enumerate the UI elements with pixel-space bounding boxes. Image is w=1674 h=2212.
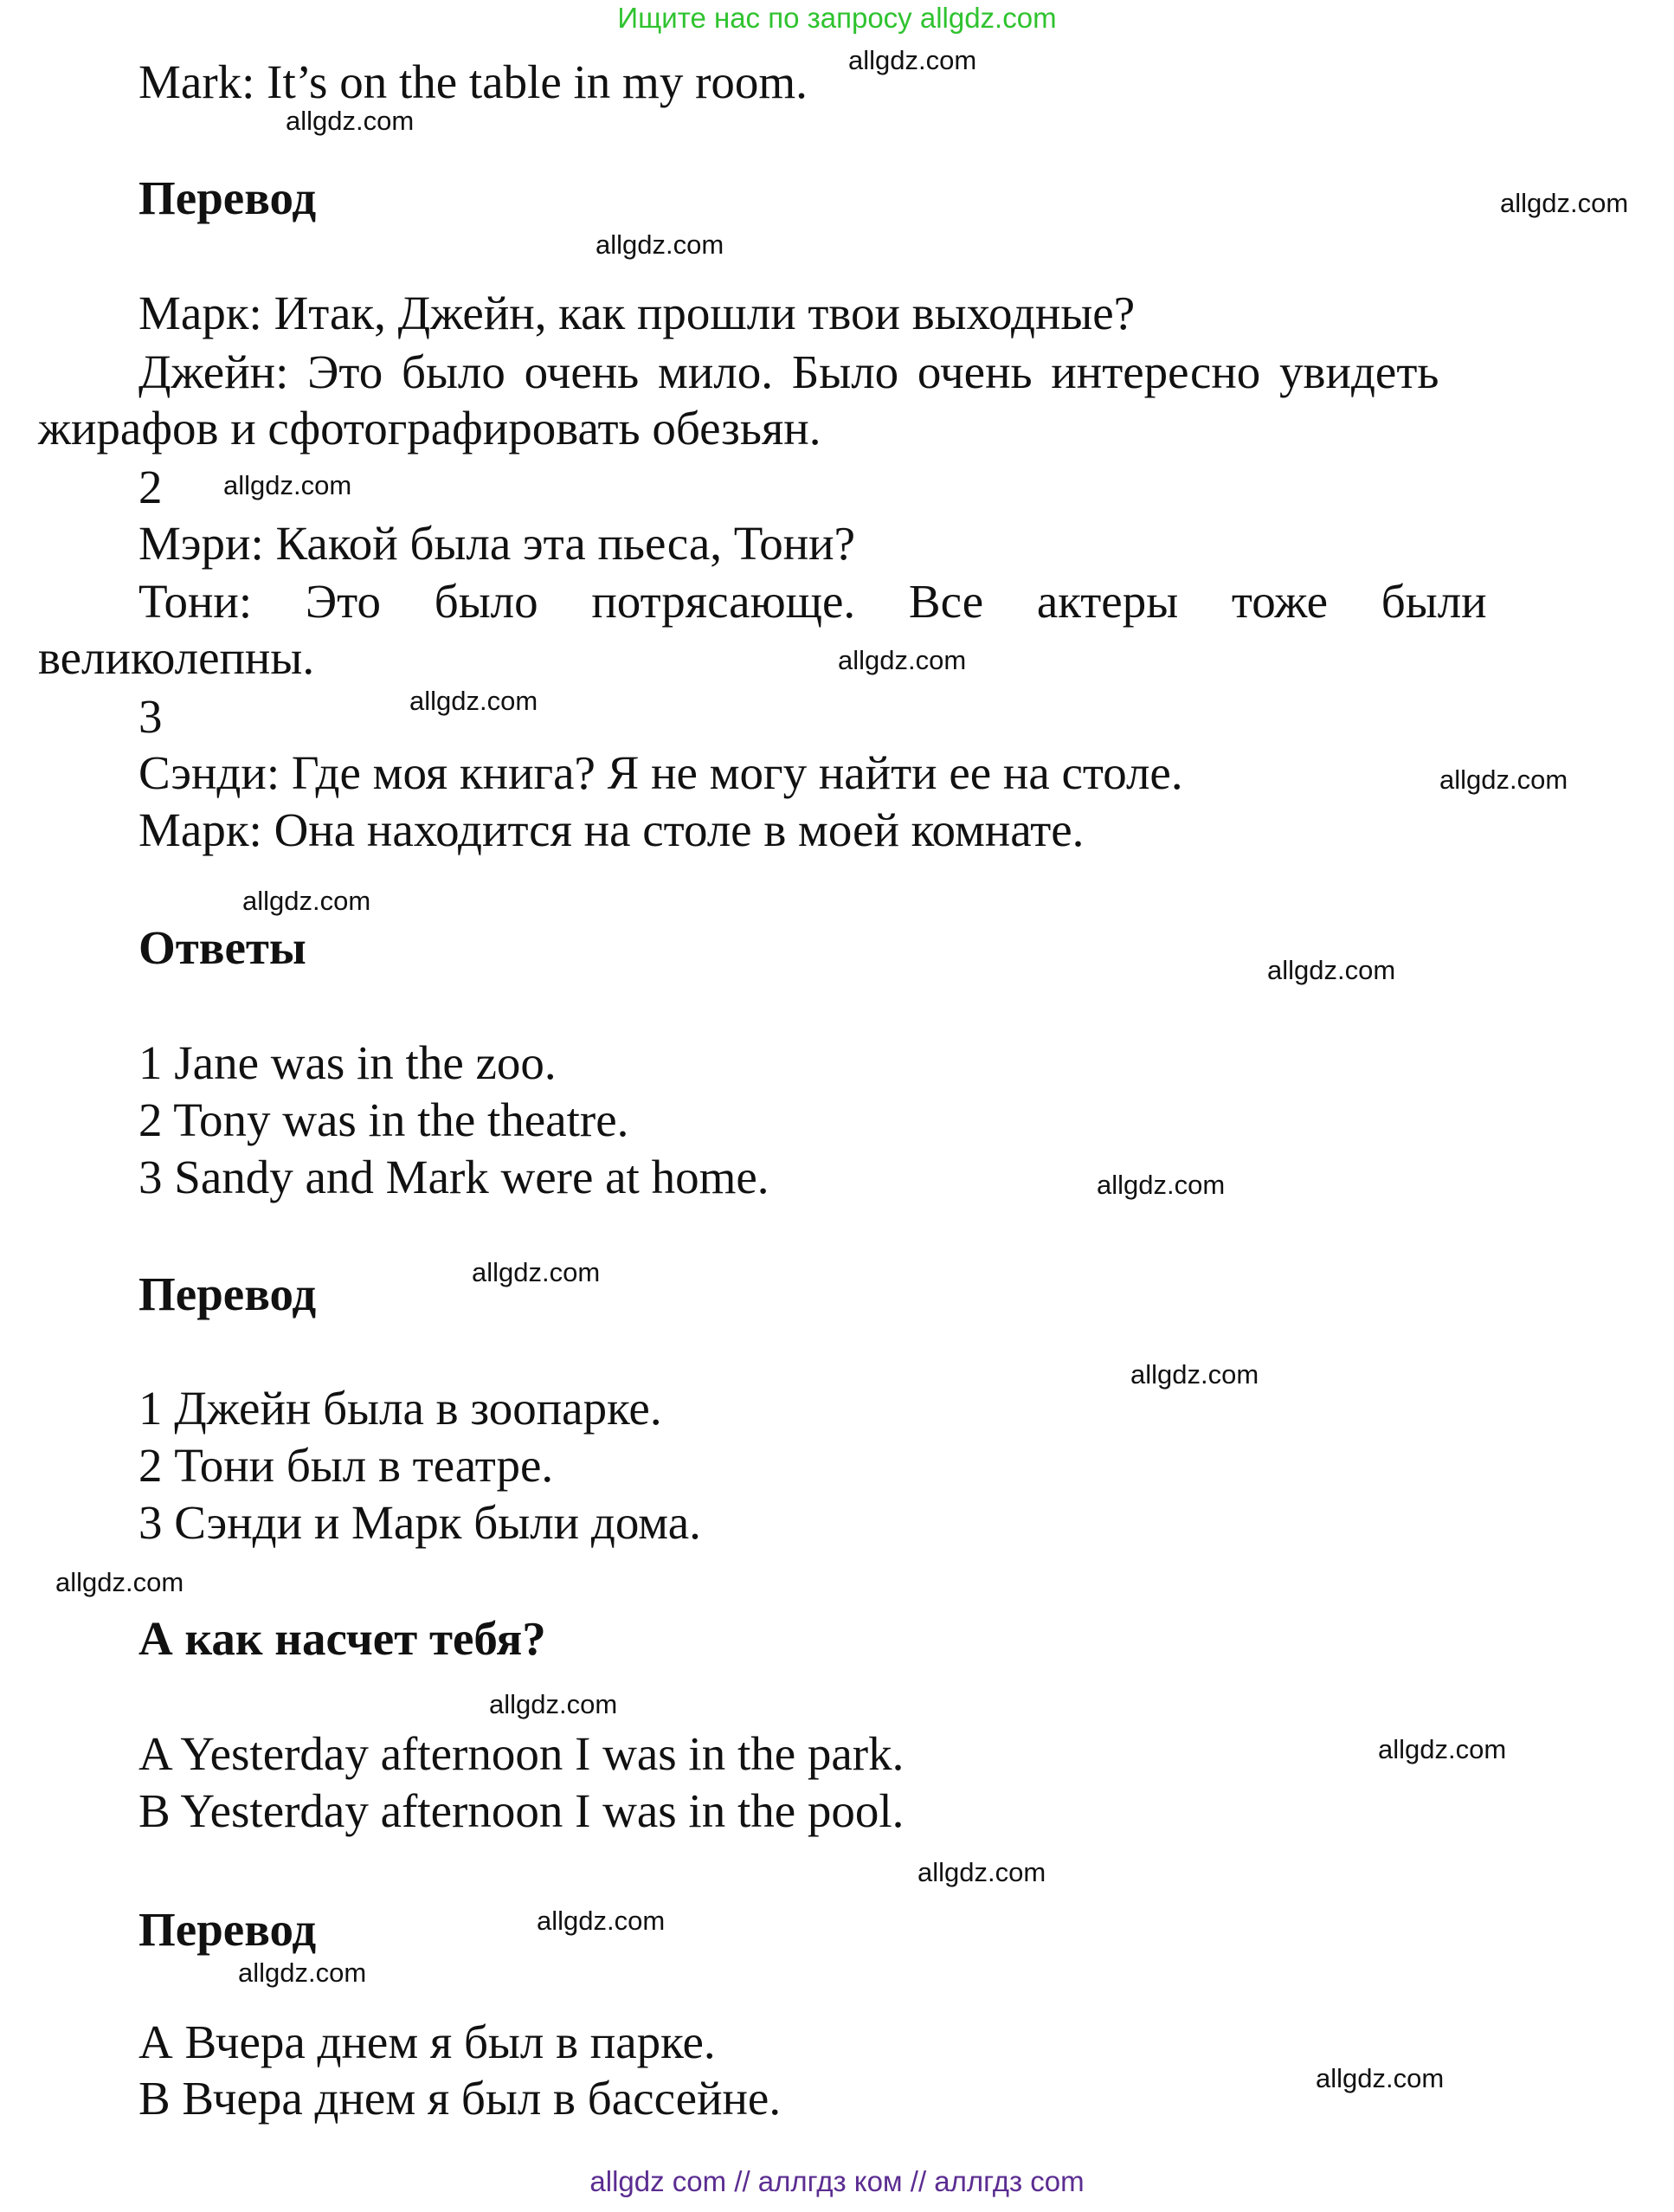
watermark: allgdz.com xyxy=(472,1257,601,1287)
about-you-ru-b: В Вчера днем я был в бассейне. xyxy=(138,2072,782,2125)
watermark: allgdz.com xyxy=(286,106,415,136)
watermark: allgdz.com xyxy=(409,686,538,716)
about-you-heading: А как насчет тебя? xyxy=(138,1612,546,1665)
answer-2: 2 Tony was in the theatre. xyxy=(138,1093,629,1146)
dialog-jane-2: жирафов и сфотографировать обезьян. xyxy=(38,402,821,455)
translation-heading-2: Перевод xyxy=(138,1267,317,1320)
top-search-banner: Ищите нас по запросу allgdz.com xyxy=(617,2,1057,34)
bottom-site-banner: allgdz com // аллгдз ком // аллгдз com xyxy=(589,2165,1085,2197)
watermark: allgdz.com xyxy=(489,1689,618,1719)
watermark: allgdz.com xyxy=(1316,2063,1445,2093)
watermark: allgdz.com xyxy=(55,1567,184,1597)
answer-3: 3 Sandy and Mark were at home. xyxy=(138,1151,769,1203)
watermark: allgdz.com xyxy=(838,645,967,675)
watermark: allgdz.com xyxy=(1130,1359,1259,1390)
translation-heading-3: Перевод xyxy=(138,1903,317,1956)
about-you-a: A Yesterday afternoon I was in the park. xyxy=(138,1727,905,1780)
watermark: allgdz.com xyxy=(1500,188,1629,218)
watermark: allgdz.com xyxy=(596,229,724,260)
about-you-ru-a: А Вчера днем я был в парке. xyxy=(138,2015,716,2068)
dialog-number-3: 3 xyxy=(138,690,163,743)
about-you-b: B Yesterday afternoon I was in the pool. xyxy=(138,1784,905,1837)
dialog-mary: Мэри: Какой была эта пьеса, Тони? xyxy=(138,517,856,570)
answer-1: 1 Jane was in the zoo. xyxy=(138,1036,557,1089)
watermark: allgdz.com xyxy=(1439,764,1568,795)
dialog-mark-2: Марк: Она находится на столе в моей комнате. xyxy=(138,803,1085,856)
answer-ru-1: 1 Джейн была в зоопарке. xyxy=(138,1382,662,1435)
watermark: allgdz.com xyxy=(1097,1170,1226,1200)
watermark: allgdz.com xyxy=(242,886,371,916)
answers-heading: Ответы xyxy=(138,921,306,974)
watermark: allgdz.com xyxy=(917,1857,1046,1887)
watermark: allgdz.com xyxy=(1267,955,1396,985)
dialog-tony-1: Тони: Это было потрясающе. Все актеры тоже были xyxy=(138,575,1487,628)
answer-ru-3: 3 Сэнди и Марк были дома. xyxy=(138,1496,701,1549)
dialog-mark-1: Марк: Итак, Джейн, как прошли твои выходные? xyxy=(138,287,1136,339)
watermark: allgdz.com xyxy=(537,1906,666,1936)
watermark: allgdz.com xyxy=(1378,1734,1507,1764)
dialog-tony-2: великолепны. xyxy=(38,631,315,684)
dialog-jane-1: Джейн: Это было очень мило. Было очень интересно увидеть xyxy=(138,345,1439,398)
watermark: allgdz.com xyxy=(223,470,352,500)
watermark: allgdz.com xyxy=(238,1957,367,1988)
dialog-number-2: 2 xyxy=(138,461,163,513)
watermark: allgdz.com xyxy=(848,45,977,75)
dialog-sandy: Сэнди: Где моя книга? Я не могу найти ее на столе. xyxy=(138,746,1183,799)
mark-line: Mark: It’s on the table in my room. xyxy=(138,55,808,108)
answer-ru-2: 2 Тони был в театре. xyxy=(138,1439,554,1492)
translation-heading-1: Перевод xyxy=(138,171,317,224)
